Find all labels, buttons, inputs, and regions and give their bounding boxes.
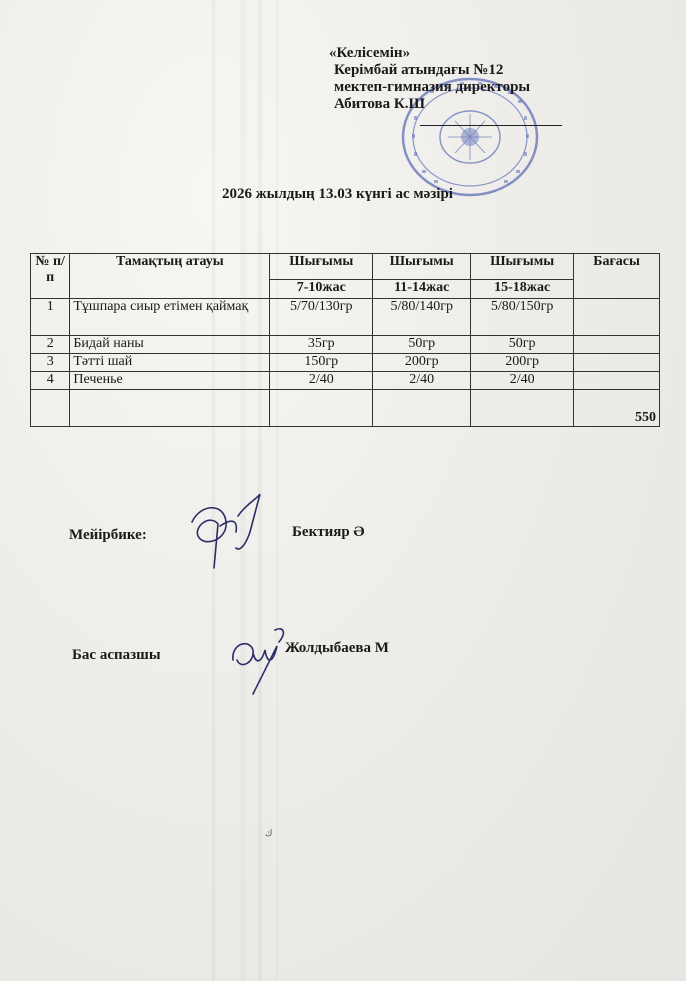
cell-yield: 5/80/150гр	[471, 299, 574, 336]
header-price: Бағасы	[574, 254, 660, 299]
cell-name: Тұшпара сиыр етімен қаймақ	[70, 299, 270, 336]
table-row	[31, 372, 660, 390]
cell-no: 4	[31, 372, 70, 390]
approval-line: Керімбай атындағы №12	[334, 62, 504, 78]
header-age: 15-18жас	[471, 280, 574, 299]
cell-yield: 200гр	[373, 354, 471, 372]
cell-yield: 2/40	[270, 372, 373, 390]
approval-block	[326, 45, 530, 113]
copy-streak	[258, 0, 262, 981]
approval-line: Абитова К.Ш	[334, 96, 425, 112]
cell-empty	[31, 390, 70, 427]
chef-name: Жолдыбаева М	[285, 640, 389, 656]
cell-price	[574, 336, 660, 354]
table-row	[31, 336, 660, 354]
cell-price	[574, 372, 660, 390]
table-row-total	[31, 390, 660, 427]
header-name: Тамақтың атауы	[70, 254, 270, 299]
header-age: 11-14жас	[373, 280, 471, 299]
cell-yield: 50гр	[471, 336, 574, 354]
cell-yield: 5/80/140гр	[373, 299, 471, 336]
cell-price	[574, 299, 660, 336]
approval-line: мектеп-гимназия директоры	[334, 79, 531, 95]
director-signature-line	[420, 125, 562, 126]
cell-name: Тәтті шай	[70, 354, 270, 372]
header-age: 7-10жас	[270, 280, 373, 299]
header-yield: Шығымы	[471, 254, 574, 280]
cell-empty	[471, 390, 574, 427]
approval-line: «Келісемін»	[329, 45, 411, 61]
cell-name: Бидай наны	[70, 336, 270, 354]
cell-price	[574, 354, 660, 372]
cell-empty	[373, 390, 471, 427]
cell-yield: 2/40	[373, 372, 471, 390]
stray-mark: ك	[265, 828, 273, 838]
cell-empty	[70, 390, 270, 427]
nurse-name: Бектияр Ә	[292, 524, 365, 540]
cell-no: 1	[31, 299, 70, 336]
total-price: 550	[574, 390, 660, 427]
header-yield: Шығымы	[270, 254, 373, 280]
copy-streak	[276, 0, 278, 981]
cell-yield: 200гр	[471, 354, 574, 372]
copy-streak	[240, 0, 246, 981]
table-row	[31, 354, 660, 372]
cell-no: 3	[31, 354, 70, 372]
chef-label: Бас аспазшы	[72, 647, 161, 663]
cell-empty	[270, 390, 373, 427]
cell-yield: 150гр	[270, 354, 373, 372]
nurse-signature	[180, 492, 270, 574]
cell-yield: 5/70/130гр	[270, 299, 373, 336]
cell-no: 2	[31, 336, 70, 354]
nurse-label: Мейірбике:	[69, 527, 147, 543]
copy-streak	[212, 0, 215, 981]
chef-signature	[225, 620, 295, 698]
header-yield: Шығымы	[373, 254, 471, 280]
cell-yield: 2/40	[471, 372, 574, 390]
header-no: № п/п	[31, 254, 70, 299]
cell-yield: 50гр	[373, 336, 471, 354]
menu-table	[30, 253, 660, 427]
menu-title: 2026 жылдың 13.03 күнгі ас мәзірі	[222, 186, 453, 202]
cell-name: Печенье	[70, 372, 270, 390]
table-row	[31, 299, 660, 336]
cell-yield: 35гр	[270, 336, 373, 354]
